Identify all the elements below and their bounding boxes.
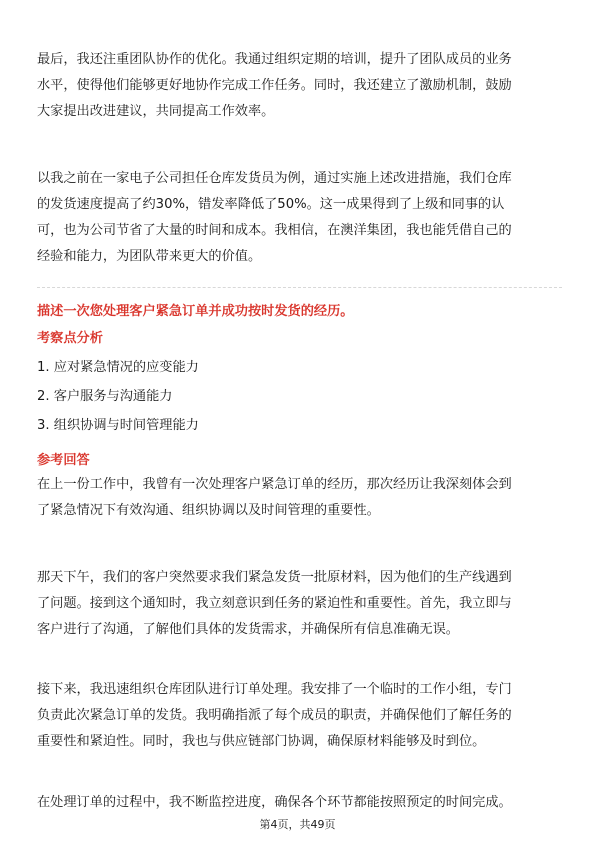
text-line: 大家提出改进建议，共同提高工作效率。 [37, 104, 275, 119]
text-line: 重要性和紧迫性。同时，我也与供应链部门协调，确保原材料能够及时到位。 [37, 734, 486, 749]
text-line: 在上一份工作中，我曾有一次处理客户紧急订单的经历，那次经历让我深刻体会到 [37, 477, 512, 492]
analysis-item: 1. 应对紧急情况的应变能力 [37, 360, 199, 375]
answer-paragraph-1 [37, 472, 562, 524]
text-line: 了紧急情况下有效沟通、组织协调以及时间管理的重要性。 [37, 503, 380, 518]
text-line: 经验和能力，为团队带来更大的价值。 [37, 249, 262, 264]
analysis-item: 2. 客户服务与沟通能力 [37, 389, 173, 404]
text-line: 那天下午，我们的客户突然要求我们紧急发货一批原材料，因为他们的生产线遇到 [37, 570, 512, 585]
analysis-item: 3. 组织协调与时间管理能力 [37, 418, 199, 433]
text-line: 在处理订单的过程中，我不断监控进度，确保各个环节都能按照预定的时间完成。 [37, 795, 512, 810]
text-line: 以我之前在一家电子公司担任仓库发货员为例，通过实施上述改进措施，我们仓库 [37, 171, 512, 186]
text-line: 的发货速度提高了约30%，错发率降低了50%。这一成果得到了上级和同事的认 [37, 197, 505, 212]
text-line: 接下来，我迅速组织仓库团队进行订单处理。我安排了一个临时的工作小组，专门 [37, 682, 512, 697]
paragraph-teamwork [37, 47, 562, 125]
text-line: 最后，我还注重团队协作的优化。我通过组织定期的培训，提升了团队成员的业务 [37, 52, 512, 67]
section-divider [37, 287, 562, 288]
text-line: 水平，使得他们能够更好地协作完成工作任务。同时，我还建立了激励机制，鼓励 [37, 78, 512, 93]
text-line: 可，也为公司节省了大量的时间和成本。我相信，在澳洋集团，我也能凭借自己的 [37, 223, 512, 238]
analysis-label: 考察点分析 [37, 331, 103, 346]
answer-paragraph-4 [37, 790, 562, 816]
answer-label: 参考回答 [37, 453, 90, 468]
answer-paragraph-2 [37, 565, 562, 643]
text-line: 负责此次紧急订单的发货。我明确指派了每个成员的职责，并确保他们了解任务的 [37, 708, 512, 723]
answer-paragraph-3 [37, 677, 562, 755]
page-number: 第4页，共49页 [259, 818, 336, 831]
question-heading: 描述一次您处理客户紧急订单并成功按时发货的经历。 [37, 304, 354, 319]
text-line: 客户进行了沟通，了解他们具体的发货需求，并确保所有信息准确无误。 [37, 622, 459, 637]
text-line: 了问题。接到这个通知时，我立刻意识到任务的紧迫性和重要性。首先，我立即与 [37, 596, 512, 611]
paragraph-example [37, 166, 562, 270]
